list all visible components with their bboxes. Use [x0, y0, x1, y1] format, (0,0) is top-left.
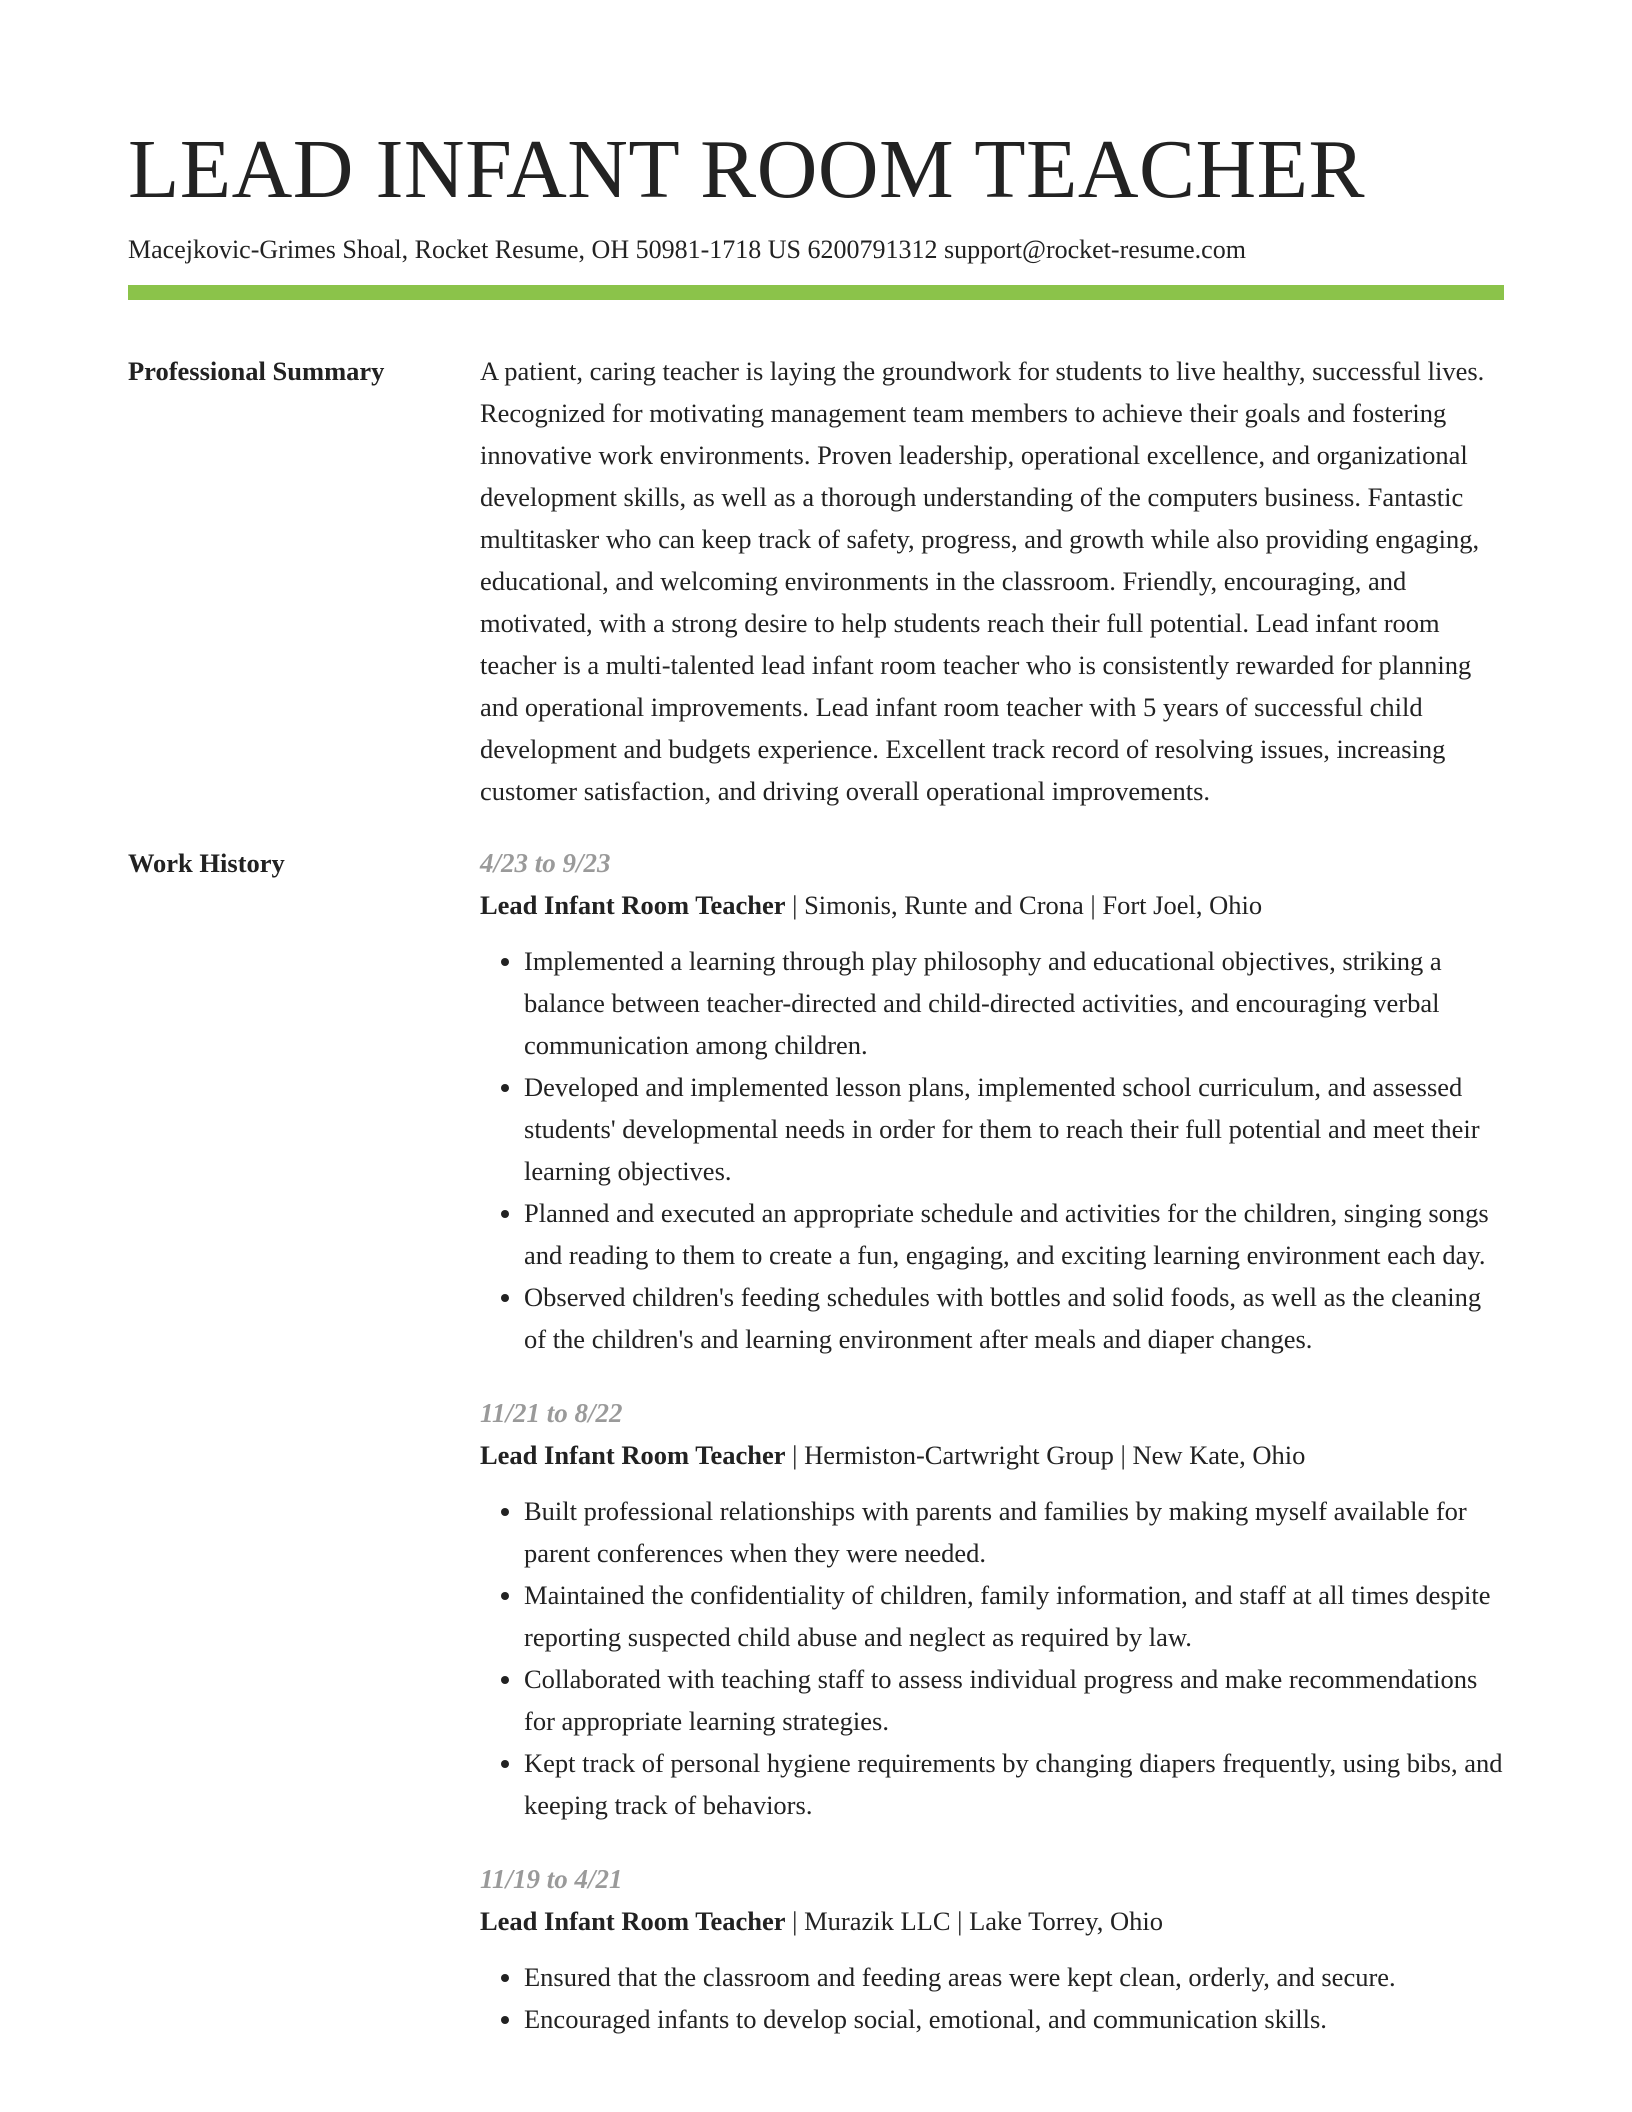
job-bullet: • Implemented a learning through play philosophy and educational objectives, striking a balance between teacher-directed and child-directed activities, and encouraging verbal communication among children. [524, 940, 1504, 1066]
work-history-body [480, 842, 1504, 2072]
summary-text: A patient, caring teacher is laying the groundwork for students to live healthy, successful lives. Recognized for motivating management team members to achieve their goals and fostering innovative work environments. Proven leadership, operational excellence, and organizational development skills, as well as a thorough understanding of the computers business. Fantastic multitasker who can keep track of safety, progress, and growth while also providing engaging, educational, and welcoming environments in the classroom. Friendly, encouraging, and motivated, with a strong desire to help students reach their full potential. Lead infant room teacher is a multi-talented lead infant room teacher who is consistently rewarded for planning and operational improvements. Lead infant room teacher with 5 years of successful child development and budgets experience. Excellent track record of resolving issues, increasing customer satisfaction, and driving overall operational improvements. [480, 356, 1485, 806]
job-heading [480, 1900, 1504, 1942]
resume-title: LEAD INFANT ROOM TEACHER [128, 123, 1366, 216]
job-bullet: • Collaborated with teaching staff to assess individual progress and make recommendations for appropriate learning strategies. [524, 1658, 1504, 1742]
job-heading [480, 1434, 1504, 1476]
job-bullet: • Ensured that the classroom and feeding areas were kept clean, orderly, and secure. [524, 1956, 1504, 1998]
job-employer-location: | Simonis, Runte and Crona | Fort Joel, Ohio [785, 890, 1263, 920]
job-entry [480, 1392, 1504, 1826]
job-bullet: • Observed children's feeding schedules with bottles and solid foods, as well as the cleaning of the children's and learning environment after meals and diaper changes. [524, 1276, 1504, 1360]
job-bullet: • Maintained the confidentiality of children, family information, and staff at all times despite reporting suspected child abuse and neglect as required by law. [524, 1574, 1504, 1658]
job-bullet-list [480, 1490, 1504, 1826]
job-bullet: • Encouraged infants to develop social, emotional, and communication skills. [524, 1998, 1504, 2040]
job-heading [480, 884, 1504, 926]
job-entry [480, 1858, 1504, 2040]
job-dates: 11/19 to 4/21 [480, 1864, 623, 1894]
summary-body [480, 350, 1504, 812]
job-title: Lead Infant Room Teacher [480, 1906, 786, 1936]
job-bullet: • Built professional relationships with parents and families by making myself available for parent conferences when they were needed. [524, 1490, 1504, 1574]
section-label-work: Work History [128, 848, 285, 878]
job-dates: 4/23 to 9/23 [480, 848, 611, 878]
job-title: Lead Infant Room Teacher [480, 1440, 786, 1470]
job-bullet: • Kept track of personal hygiene requirements by changing diapers frequently, using bibs, and keeping track of behaviors. [524, 1742, 1504, 1826]
job-title: Lead Infant Room Teacher [480, 890, 786, 920]
job-employer-location: | Murazik LLC | Lake Torrey, Ohio [785, 1906, 1163, 1936]
resume-page [128, 118, 1504, 2072]
job-entry [480, 842, 1504, 1360]
job-bullet-list [480, 1956, 1504, 2040]
work-history-section [128, 842, 1504, 2072]
job-bullet: • Developed and implemented lesson plans, implemented school curriculum, and assessed students' developmental needs in order for them to reach their full potential and meet their learning objectives. [524, 1066, 1504, 1192]
professional-summary-section [128, 350, 1504, 812]
job-bullet: • Planned and executed an appropriate schedule and activities for the children, singing songs and reading to them to create a fun, engaging, and exciting learning environment each day. [524, 1192, 1504, 1276]
job-employer-location: | Hermiston-Cartwright Group | New Kate, Ohio [785, 1440, 1306, 1470]
accent-divider [128, 285, 1504, 300]
job-bullet-list [480, 940, 1504, 1360]
job-dates: 11/21 to 8/22 [480, 1398, 623, 1428]
section-label-summary: Professional Summary [128, 356, 385, 386]
contact-line: Macejkovic-Grimes Shoal, Rocket Resume, OH 50981-1718 US 6200791312 support@rocket-resume.com [128, 235, 1246, 264]
